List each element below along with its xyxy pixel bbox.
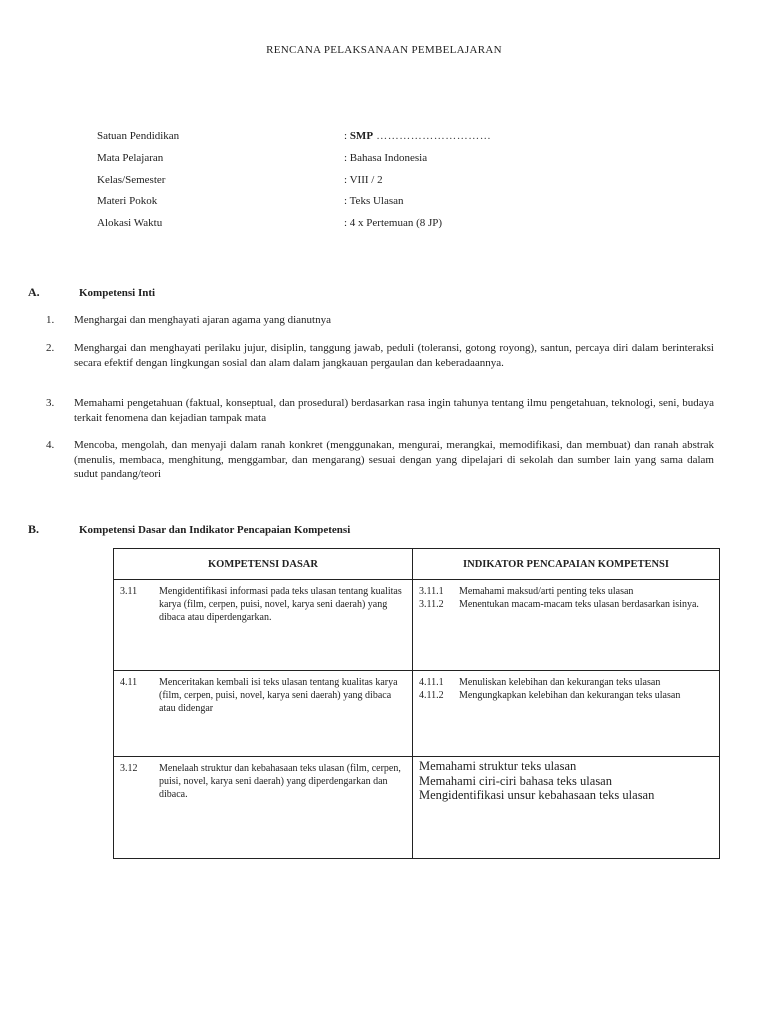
indicator-line: Memahami struktur teks ulasan: [419, 759, 577, 773]
indicator-text: Memahami maksud/arti penting teks ulasan: [459, 586, 634, 597]
indicator-entry: [419, 677, 713, 690]
competency-code: 3.11: [120, 586, 138, 597]
table-cell: [114, 580, 413, 671]
list-text: Menghargai dan menghayati ajaran agama yang dianutnya: [74, 314, 331, 326]
competency-code: 3.12: [120, 763, 138, 774]
indicator-line: Mengidentifikasi unsur kebahasaan teks ulasan: [419, 788, 655, 802]
list-text: Mencoba, mengolah, dan menyaji dalam ranah konkret (menggunakan, mengurai, merangkai, memodifikasi, dan membuat) dan ranah abstrak (menulis, membaca, menghitung, menggambar, dan mengarang) sesuai dengan yang dipelajari di sekolah dan sumber lain yang sama dalam sudut pandang/teori: [74, 439, 714, 480]
table-row: [114, 757, 720, 859]
list-item: [28, 313, 714, 328]
identity-label: Alokasi Waktu: [97, 217, 163, 230]
indicator-entry: [419, 586, 713, 599]
list-number: 3.: [46, 397, 55, 409]
table-cell: [413, 580, 720, 671]
indicator-entry: [419, 599, 713, 612]
section-title: Kompetensi Inti: [79, 287, 156, 299]
identity-label: Satuan Pendidikan: [97, 130, 180, 142]
indicator-code: 3.11.1: [419, 586, 444, 597]
list-item: [28, 341, 714, 370]
table-header-row: [114, 549, 720, 580]
indicator-text: Menentukan macam-macam teks ulasan berdasarkan isinya.: [459, 598, 699, 610]
indicator-entry: [419, 690, 713, 703]
identity-row-time: [97, 217, 657, 239]
table-cell: [114, 671, 413, 757]
identity-value: : 4 x Pertemuan (8 JP): [344, 217, 443, 230]
competency-code: 4.11: [120, 677, 138, 688]
table-cell: [114, 757, 413, 859]
table-cell: [413, 757, 720, 859]
identity-value: : VIII / 2: [344, 173, 383, 186]
table-row: [114, 580, 720, 671]
section-title: Kompetensi Dasar dan Indikator Pencapaian Kompetensi: [79, 524, 351, 536]
identity-value: : SMP …………………………: [344, 130, 492, 142]
identity-row-school: [97, 130, 657, 152]
list-number: 2.: [46, 342, 55, 354]
competency-text: Mengidentifikasi informasi pada teks ulasan tentang kualitas karya (film, cerpen, puisi, novel, karya seni daerah) yang dibaca atau diperdengarkan.: [159, 586, 402, 623]
identity-label: Materi Pokok: [97, 195, 158, 208]
identity-row-class: [97, 174, 657, 196]
identity-label: Kelas/Semester: [97, 173, 166, 186]
document-title: RENCANA PELAKSANAAN PEMBELAJARAN: [266, 44, 502, 56]
indicator-text: Mengungkapkan kelebihan dan kekurangan teks ulasan: [459, 689, 681, 701]
section-letter: A.: [28, 285, 40, 299]
indicator-code: 4.11.2: [419, 689, 444, 701]
list-number: 4.: [46, 439, 55, 451]
identity-row-subject: [97, 152, 657, 174]
identity-label: Mata Pelajaran: [97, 151, 164, 164]
competency-text: Menelaah struktur dan kebahasaan teks ulasan (film, cerpen, puisi, novel, karya seni daerah) yang diperdengarkan dan dibaca.: [159, 763, 401, 800]
competency-text: Menceritakan kembali isi teks ulasan tentang kualitas karya (film, cerpen, puisi, novel, karya seni daerah) yang dibaca atau didengar: [159, 677, 398, 714]
competency-entry: [120, 586, 406, 624]
competency-entry: [120, 763, 406, 801]
identity-row-topic: [97, 195, 657, 217]
competency-entry: [120, 677, 406, 715]
identity-value: : Teks Ulasan: [344, 195, 404, 208]
indicator-text: Menuliskan kelebihan dan kekurangan teks ulasan: [459, 677, 661, 688]
identity-value: : Bahasa Indonesia: [344, 151, 428, 164]
list-item: [28, 396, 714, 425]
section-b-heading: [28, 522, 728, 537]
list-text: Memahami pengetahuan (faktual, konseptual, dan prosedural) berdasarkan rasa ingin tahunya tentang ilmu pengetahuan, teknologi, seni, budaya terkait fenomena dan kejadian tampak mata: [74, 397, 714, 424]
table-header: INDIKATOR PENCAPAIAN KOMPETENSI: [413, 549, 720, 580]
section-letter: B.: [28, 522, 40, 536]
indicator-code: 3.11.2: [419, 598, 444, 610]
identity-block: [97, 130, 657, 239]
list-text: Menghargai dan menghayati perilaku jujur, disiplin, tanggung jawab, peduli (toleransi, gotong royong), santun, percaya diri dalam berinteraksi secara efektif dengan lingkungan sosial dan alam dalam jangkauan pergaulan dan keberadaannya.: [74, 342, 714, 369]
indicator-line: Memahami ciri-ciri bahasa teks ulasan: [419, 773, 612, 788]
list-item: [28, 438, 714, 482]
table-header: KOMPETENSI DASAR: [114, 549, 413, 580]
table-cell: [413, 671, 720, 757]
table-row: [114, 671, 720, 757]
indicator-code: 4.11.1: [419, 677, 444, 688]
competency-table: [113, 548, 720, 859]
section-a-heading: [28, 285, 728, 300]
list-number: 1.: [46, 314, 55, 326]
